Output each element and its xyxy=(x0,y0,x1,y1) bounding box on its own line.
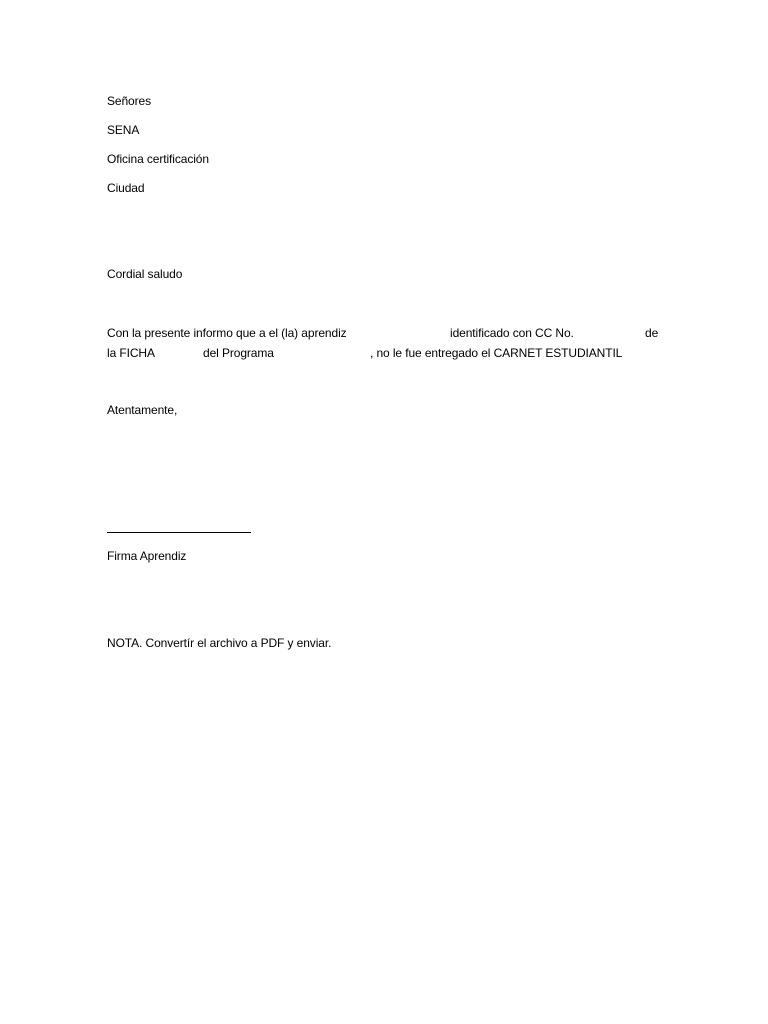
body-line1-part1: Con la presente informo que a el (la) aprendiz xyxy=(107,326,347,340)
signature-line xyxy=(107,532,251,533)
recipient-salutation: Señores xyxy=(107,94,151,108)
recipient-organization: SENA xyxy=(107,123,140,137)
body-line1-part3: de xyxy=(645,326,659,340)
body-line1-part2: identificado con CC No. xyxy=(450,326,574,340)
recipient-city: Ciudad xyxy=(107,181,145,195)
signature-label: Firma Aprendiz xyxy=(107,549,187,563)
body-line2-part1: la FICHA xyxy=(107,346,155,360)
body-line2-part2: del Programa xyxy=(203,346,274,360)
body-line2-part3: , no le fue entregado el CARNET ESTUDIANTIL xyxy=(370,346,623,360)
recipient-office: Oficina certificación xyxy=(107,152,209,166)
greeting: Cordial saludo xyxy=(107,267,183,281)
note: NOTA. Convertír el archivo a PDF y enviar. xyxy=(107,636,332,650)
closing: Atentamente, xyxy=(107,403,178,417)
